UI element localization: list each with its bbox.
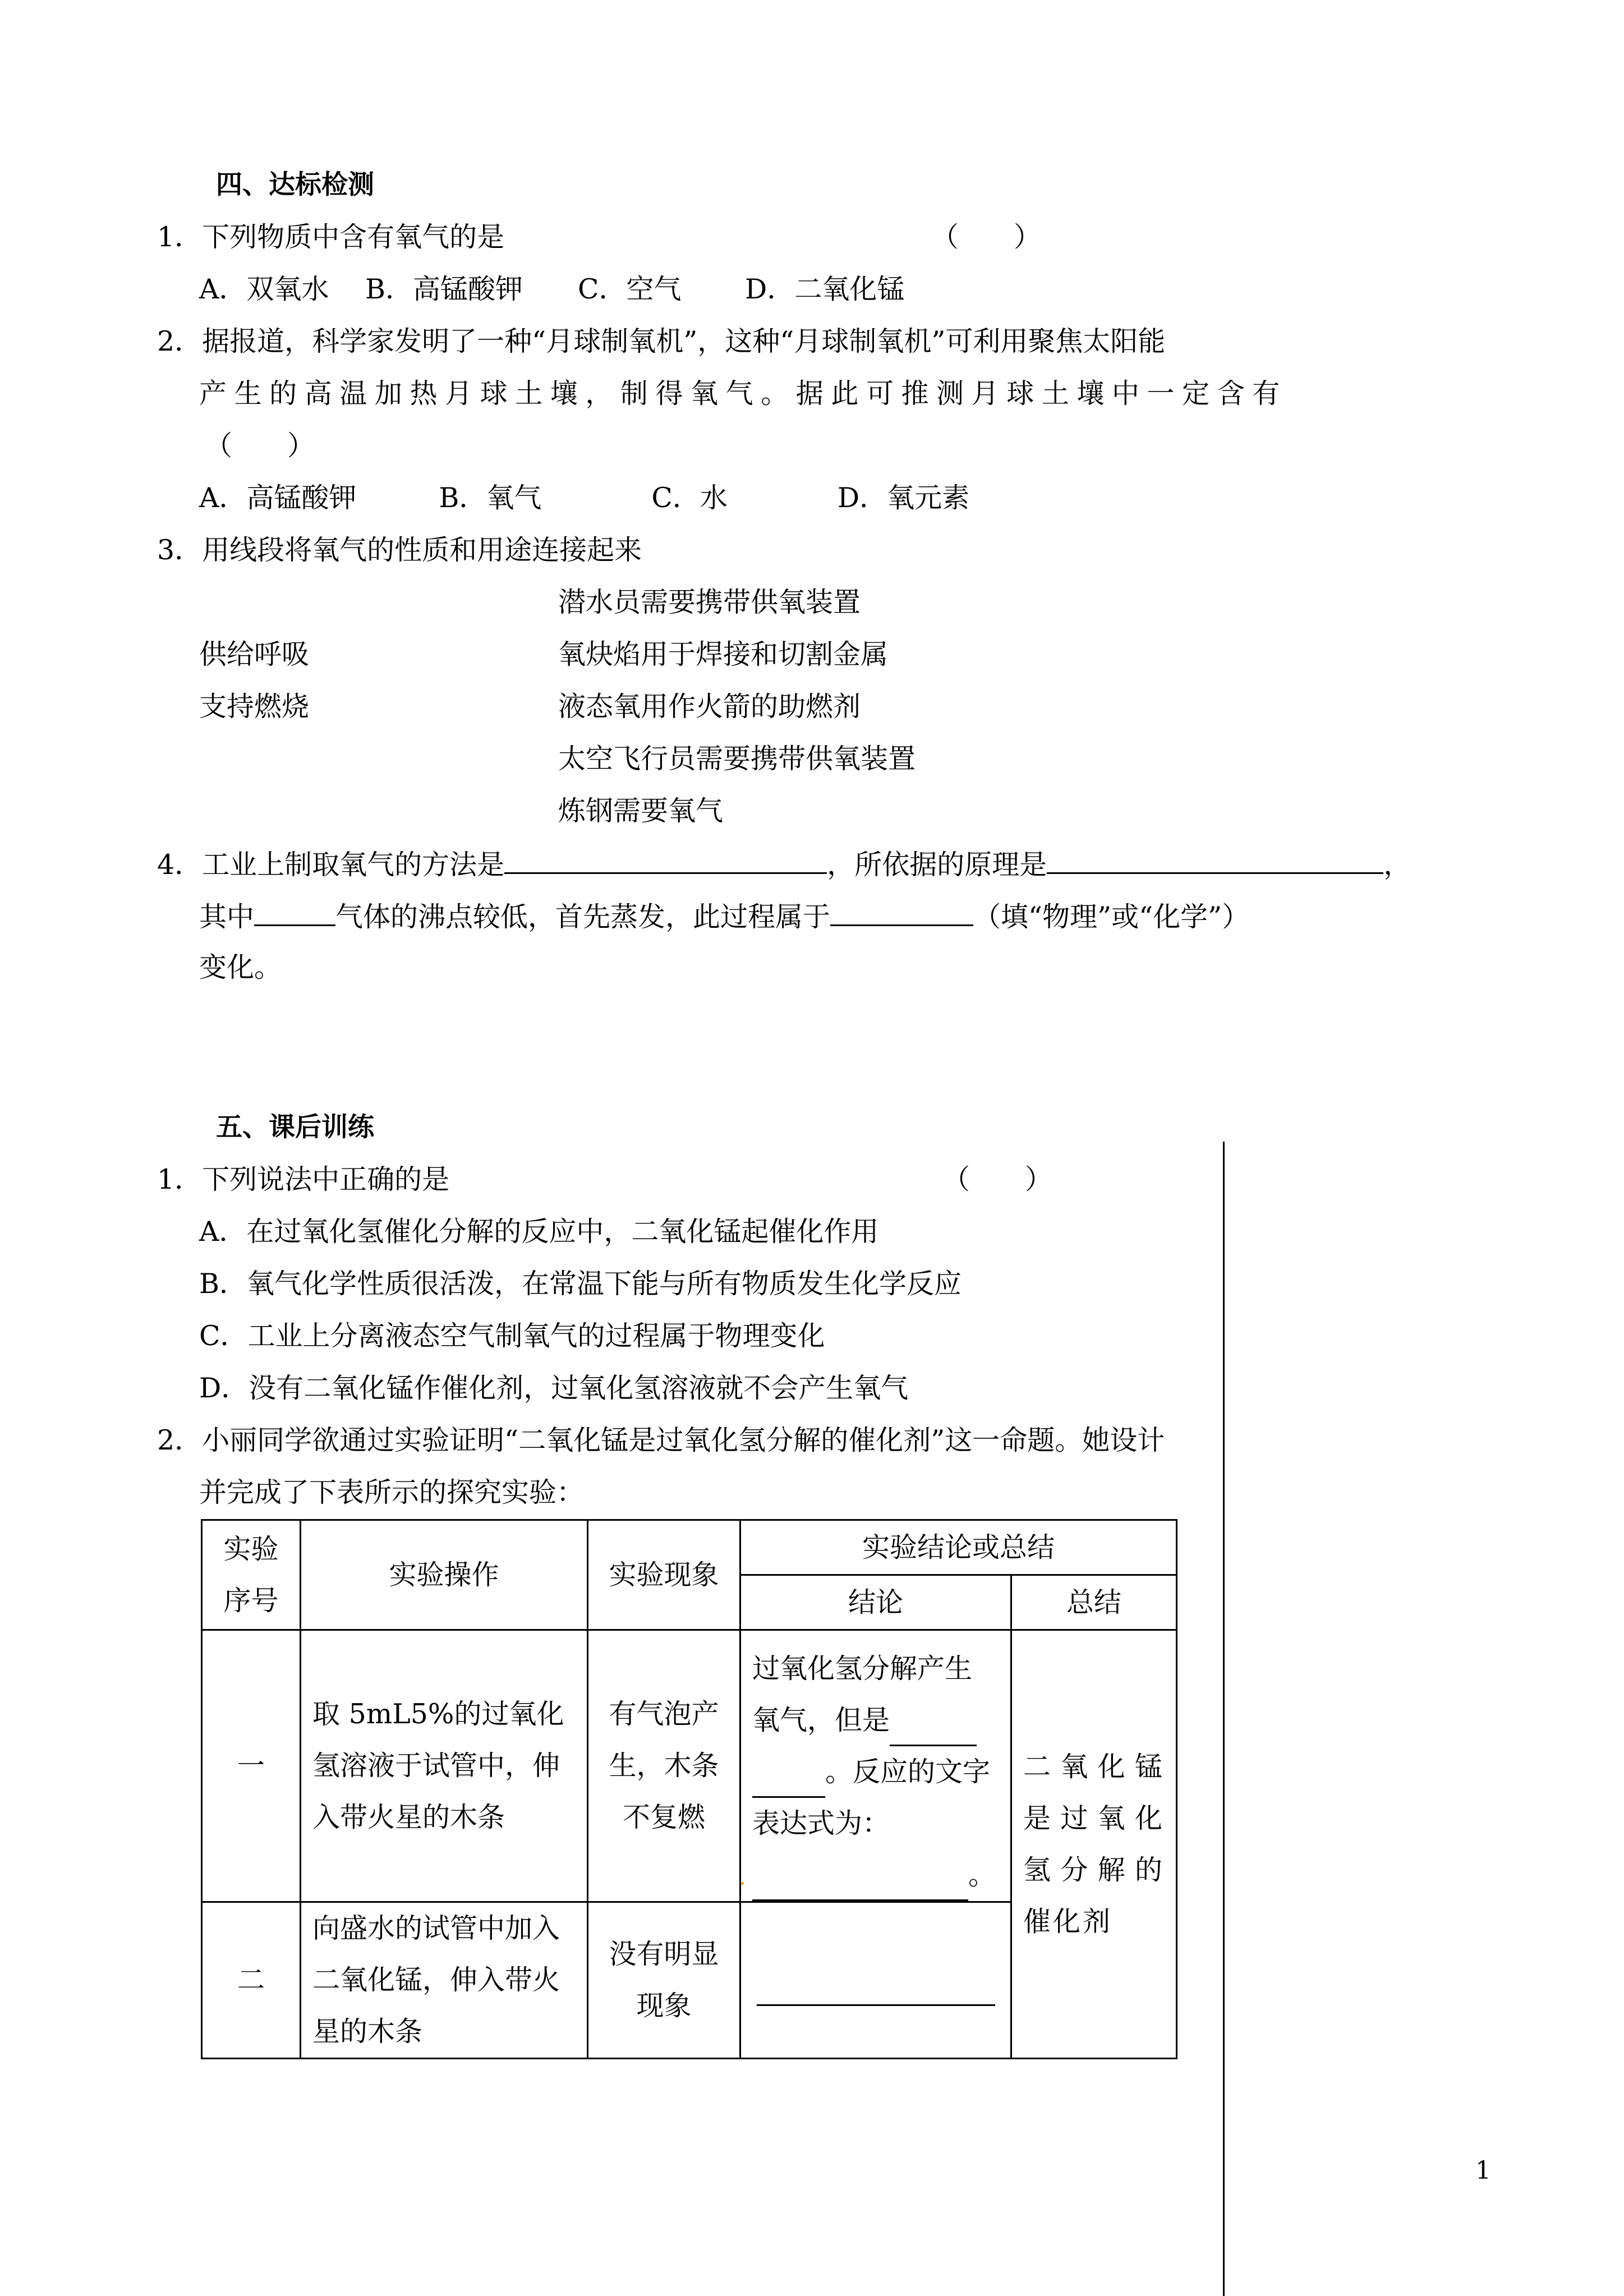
q4-2-line1: 2．据报道，科学家发明了一种“月球制氧机”，这种“月球制氧机”可利用聚焦太阳能	[157, 325, 1166, 357]
q4-4-text: 4．工业上制取氧气的方法是	[157, 849, 505, 881]
row2-conclusion	[740, 1902, 1011, 2059]
row2-phenomenon: 没有明显现象	[588, 1902, 740, 2059]
q4-4-text: ，所依据的原理是	[827, 849, 1047, 881]
q4-1-stem: 1．下列物质中含有氧气的是	[157, 221, 505, 253]
page-number: 1	[1475, 2156, 1491, 2185]
header-experiment-operation: 实验操作	[301, 1520, 588, 1630]
row1-conclusion-text: 。反应的文字表达式为：	[752, 1756, 991, 1839]
q4-4-text: 气体的沸点较低，首先蒸发，此过程属于	[335, 901, 831, 933]
margin-vertical-rule	[1223, 1142, 1225, 2296]
q4-2-answer-paren: （ ）	[205, 430, 315, 462]
q5-1-answer-paren: （ ）	[942, 1163, 1053, 1195]
q4-1-options: A．双氧水 B．高锰酸钾 C．空气 D．二氧化锰	[199, 273, 905, 305]
q4-4-text: ，	[1383, 849, 1411, 881]
row1-blank-reason-b[interactable]	[752, 1763, 825, 1798]
experiment-table	[201, 1519, 1177, 2059]
row1-blank-word-equation[interactable]	[752, 1866, 968, 1901]
header-summary: 总结	[1011, 1575, 1177, 1630]
row2-operation: 向盛水的试管中加入二氧化锰，伸入带火星的木条	[301, 1902, 588, 2059]
q5-2-line2: 并完成了下表所示的探究实验：	[199, 1476, 585, 1508]
row1-operation: 取 5mL5%的过氧化氢溶液于试管中，伸入带火星的木条	[301, 1630, 588, 1902]
row2-number: 二	[202, 1902, 301, 2059]
q4-3-use-item: 潜水员需要携带供氧装置	[558, 586, 861, 618]
q4-4-text: （填“物理”或“化学”）	[973, 901, 1250, 933]
q4-4-text: 其中	[199, 901, 255, 933]
q4-1-answer-paren: （ ）	[931, 221, 1042, 253]
q5-2-line1: 2．小丽同学欲通过实验证明“二氧化锰是过氧化氢分解的催化剂”这一命题。她设计	[157, 1424, 1165, 1456]
header-experiment-number: 实验序号	[202, 1520, 301, 1630]
q4-2-options: A．高锰酸钾 B．氧气 C．水 D．氧元素	[199, 482, 970, 514]
q4-3-stem: 3．用线段将氧气的性质和用途连接起来	[157, 534, 642, 566]
q4-3-use-item: 液态氧用作火箭的助燃剂	[558, 691, 861, 723]
q4-3-use-item: 炼钢需要氧气	[558, 795, 724, 827]
row1-phenomenon: 有气泡产生，木条不复燃	[588, 1630, 740, 1902]
q5-1-option-b: B．氧气化学性质很活泼，在常温下能与所有物质发生化学反应	[199, 1268, 962, 1300]
header-conclusion-group: 实验结论或总结	[740, 1520, 1177, 1575]
q4-4-line3: 变化。	[199, 951, 282, 983]
row1-number: 一	[202, 1630, 301, 1902]
q5-1-stem: 1．下列说法中正确的是	[157, 1163, 450, 1195]
row1-conclusion-text: 过氧化氢分解产生氧气，但是	[752, 1653, 973, 1736]
q4-4-line1	[157, 846, 1411, 882]
stray-mark	[741, 1882, 744, 1885]
section4-heading: 四、达标检测	[216, 169, 374, 200]
summary-cell: 二氧化锰是过氧化氢分解的催化剂	[1011, 1630, 1177, 2059]
q4-3-property-item: 供给呼吸	[199, 638, 310, 670]
header-conclusion: 结论	[740, 1575, 1011, 1630]
row1-conclusion	[740, 1630, 1011, 1902]
q4-4-line2	[199, 899, 1249, 934]
q4-3-use-item: 太空飞行员需要携带供氧装置	[558, 743, 916, 775]
q4-4-blank-gas[interactable]	[254, 899, 335, 926]
q5-1-option-d: D．没有二氧化锰作催化剂，过氧化氢溶液就不会产生氧气	[199, 1372, 909, 1404]
q4-3-property-item: 支持燃烧	[199, 691, 310, 723]
row2-blank-conclusion[interactable]	[757, 1971, 995, 2006]
q4-3-use-item: 氧炔焰用于焊接和切割金属	[558, 638, 889, 670]
q5-1-option-c: C．工业上分离液态空气制氧气的过程属于物理变化	[199, 1320, 825, 1352]
row1-conclusion-end: 。	[968, 1859, 996, 1891]
q4-4-blank-principle[interactable]	[1047, 846, 1383, 874]
q4-2-line2: 产 生 的 高 温 加 热 月 球 土 壤 ， 制 得 氧 气 。 据 此 可 推 测 月 球 土 壤 中 一 定 含 有	[199, 378, 1280, 409]
q4-4-blank-method[interactable]	[504, 846, 827, 874]
q4-4-blank-change-type[interactable]	[830, 899, 973, 926]
q5-1-option-a: A．在过氧化氢催化分解的反应中，二氧化锰起催化作用	[199, 1216, 879, 1248]
header-experiment-phenomenon: 实验现象	[588, 1520, 740, 1630]
row1-blank-reason-a[interactable]	[890, 1711, 977, 1746]
section5-heading: 五、课后训练	[216, 1112, 374, 1143]
